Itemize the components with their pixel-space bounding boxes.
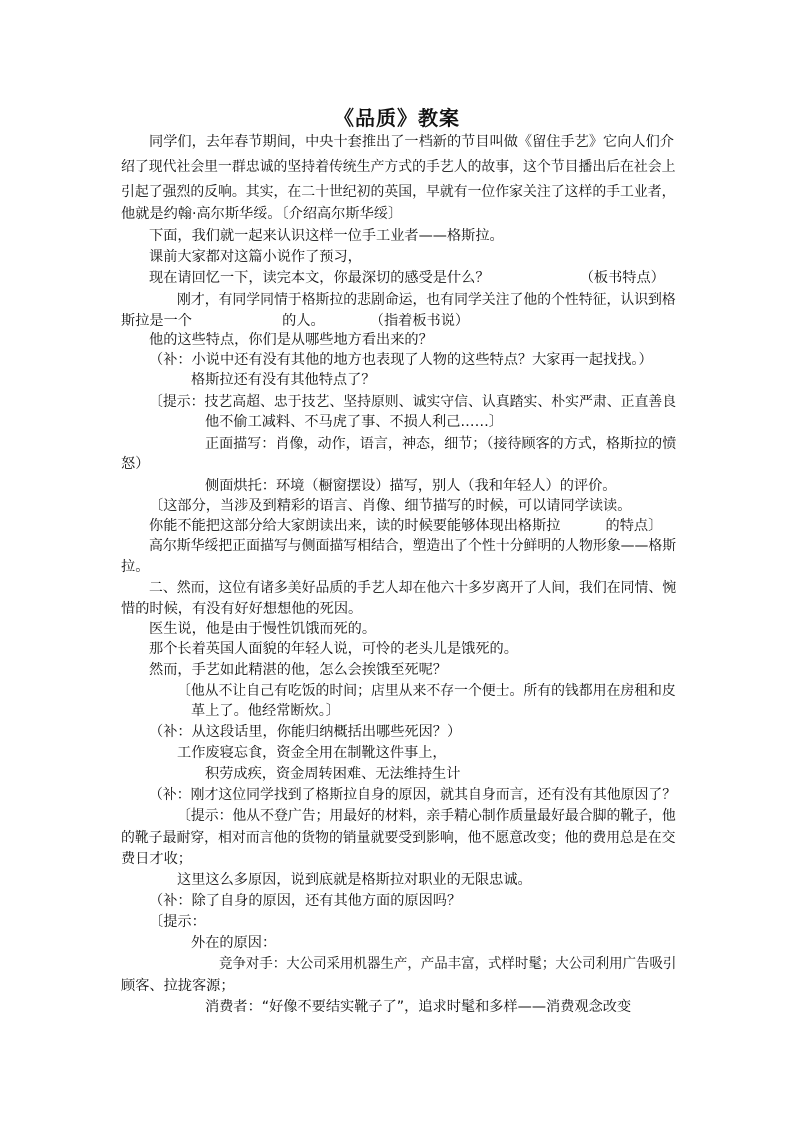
text-line: 高尔斯华绥把正面描写与侧面描写相结合，塑造出了个性十分鲜明的人物形象——格斯 <box>149 538 677 554</box>
text-line: 惜的时候，有没有好好想想他的死因。 <box>121 601 363 617</box>
text-line: （补：从这段话里，你能归纳概括出哪些死因？） <box>149 724 462 740</box>
text-line: 他不偷工减料、不马虎了事、不损人利己……〕 <box>205 414 503 430</box>
text-line: 课前大家都对这篇小说作了预习， <box>149 249 362 265</box>
text-line: 然而，手艺如此精湛的他，怎么会挨饿至死呢？ <box>149 662 447 678</box>
text-line: 的靴子最耐穿，相对而言他的货物的销量就要受到影响，他不愿意改变；他的费用总是在交 <box>121 830 676 846</box>
text-line: 你能不能把这部分给大家朗读出来，读的时候要能够体现出格斯拉 的特点〕 <box>149 518 663 534</box>
text-line: 积劳成疾，资金周转困难、无法维持生计 <box>205 766 461 782</box>
text-line: 现在请回忆一下，读完本文，你最深切的感受是什么？ （板书特点） <box>149 270 665 286</box>
text-line: 二、然而，这位有诸多美好品质的手艺人却在他六十多岁离开了人间，我们在同情、惋 <box>149 580 677 596</box>
text-line: 〔提示：技艺高超、忠于技艺、坚持原则、诚实守信、认真踏实、朴实严肃、正直善良 <box>149 394 677 410</box>
text-line: 引起了强烈的反响。其实，在二十世纪初的英国，早就有一位作家关注了这样的手工业者， <box>121 184 676 200</box>
text-line: 〔他从不让自己有吃饭的时间；店里从来不存一个便士。所有的钱都用在房租和皮 <box>177 683 676 699</box>
text-line: （补：小说中还有没有其他的地方也表现了人物的这些特点？大家再一起找找。） <box>149 352 653 368</box>
text-line: 费日才收； <box>121 851 192 867</box>
text-line: 斯拉是一个 的人。 （指着板书说） <box>121 313 470 329</box>
text-line: 〔提示： <box>149 914 206 930</box>
text-line: 顾客、拉拢客源； <box>121 978 235 994</box>
text-line: 下面，我们就一起来认识这样一位手工业者——格斯拉。 <box>149 228 504 244</box>
text-line: 侧面烘托：环境（橱窗摆设）描写，别人（我和年轻人）的评价。 <box>205 478 617 494</box>
text-line: 革上了。他经常断炊。〕 <box>191 703 340 719</box>
text-line: 这里这么多原因，说到底就是格斯拉对职业的无限忠诚。 <box>177 872 532 888</box>
text-line: 工作废寝忘食，资金全用在制靴这件事上， <box>177 745 447 761</box>
text-line: 〔这部分，当涉及到精彩的语言、肖像、细节描写的时候，可以请同学读读。 <box>149 498 632 514</box>
text-line: 〔提示：他从不登广告；用最好的材料，亲手精心制作质量最好最合脚的靴子，他 <box>177 808 676 824</box>
text-line: 格斯拉还有没有其他特点了？ <box>191 372 376 388</box>
text-line: 正面描写：肖像，动作，语言，神态，细节；（接待顾客的方式，格斯拉的愤 <box>205 436 677 452</box>
document-title: 《品质》教案 <box>334 106 460 130</box>
text-line: 消费者：“好像不要结实靴子了”，追求时髦和多样——消费观念改变 <box>205 999 632 1015</box>
text-line: （补：刚才这位同学找到了格斯拉自身的原因，就其自身而言，还有没有其他原因了？ <box>149 787 677 803</box>
text-line: 外在的原因： <box>191 935 277 951</box>
text-line: 拉。 <box>121 559 150 575</box>
text-line: 他的这些特点，你们是从哪些地方看出来的？ <box>149 332 433 348</box>
text-line: 他就是约翰·高尔斯华绥。〔介绍高尔斯华绥〕 <box>121 206 403 222</box>
text-line: 医生说，他是由于慢性饥饿而死的。 <box>149 621 377 637</box>
text-line: 同学们，去年春节期间，中央十套推出了一档新的节目叫做《留住手艺》它向人们介 <box>149 134 674 150</box>
text-line: 刚才，有同学同情于格斯拉的悲剧命运，也有同学关注了他的个性特征，认识到格 <box>177 292 676 308</box>
text-line: 绍了现代社会里一群忠诚的坚持着传统生产方式的手艺人的故事，这个节目播出后在社会上 <box>121 159 676 175</box>
text-line: （补：除了自身的原因，还有其他方面的原因吗？ <box>149 893 462 909</box>
text-line: 竞争对手：大公司采用机器生产，产品丰富，式样时髦；大公司利用广告吸引 <box>219 956 677 972</box>
text-line: 那个长着英国人面貌的年轻人说，可怜的老头儿是饿死的。 <box>149 641 518 657</box>
text-line: 怒） <box>121 456 150 472</box>
